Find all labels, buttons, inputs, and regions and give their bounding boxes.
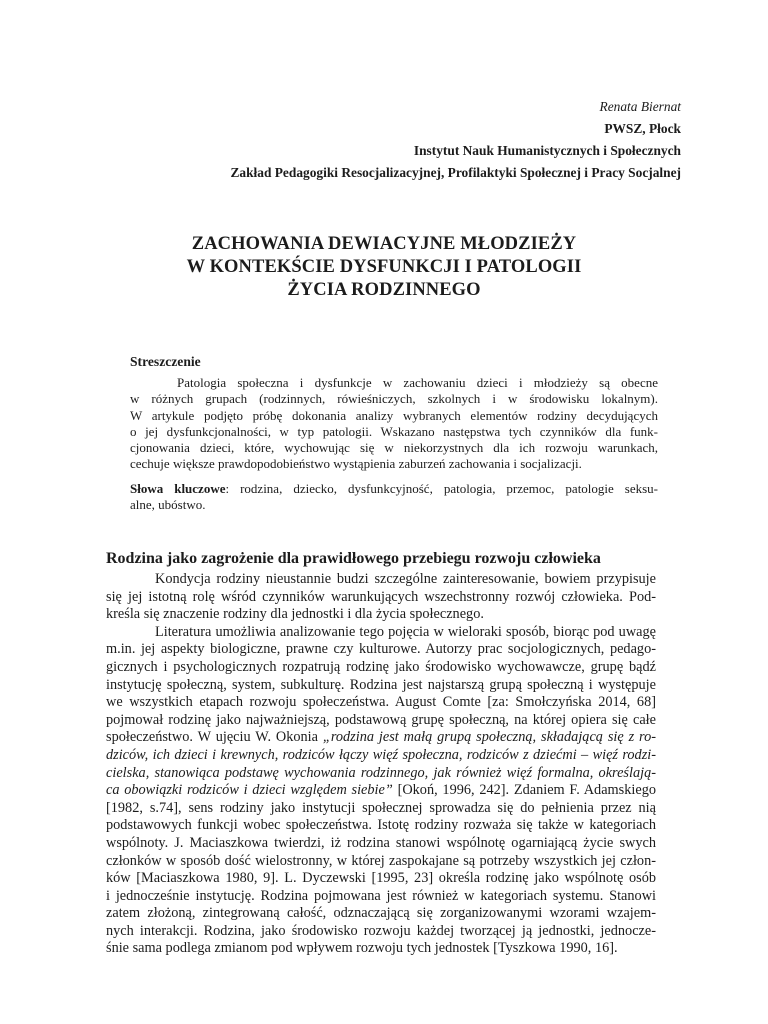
quote-line: dziców, ich dzieci i krewnych, rodziców łączy więź społeczna, rodziców z dziećmi – więź rodzi- <box>106 746 656 763</box>
author-university: PWSZ, Płock <box>604 121 681 136</box>
title-line: ZACHOWANIA DEWIACYJNE MŁODZIEŻY <box>191 234 577 254</box>
body-line: [1982, s.74], sens rodziny jako instytucji społecznej sprowadza się do pełnienia przez nią <box>106 799 656 816</box>
abstract-body <box>130 375 658 473</box>
body-line: Literatura umożliwia analizowanie tego pojęcia w wieloraki sposób, biorąc pod uwagę <box>155 623 656 640</box>
body-line: kreśla się znaczenie rodziny dla jednostki i dla życia społecznego. <box>106 606 484 623</box>
quote-text: ca obowiązki rodziców i dzieci względem siebie” <box>106 782 393 799</box>
body-line: śnie sama podlega zmianom pod wpływem rozwoju tych jednostek [Tyszkowa 1990, 16]. <box>106 940 618 957</box>
abstract-line: W artykule podjęto próbę dokonania analizy wybranych elementów rodziny decydujących <box>130 407 658 423</box>
body-line <box>106 729 656 747</box>
title-line: ŻYCIA RODZINNEGO <box>287 280 481 300</box>
keywords-label: Słowa kluczowe <box>130 481 226 496</box>
abstract-heading: Streszczenie <box>130 354 201 369</box>
body-line: wspólnoty. J. Maciaszkowa twierdzi, iż rodzina stanowi wspólnotę ogarniającą życie swych <box>106 834 656 851</box>
keywords-line <box>130 481 658 497</box>
author-name: Renata Biernat <box>599 99 681 114</box>
body-line: Kondycja rodziny nieustannie budzi szczególne zainteresowanie, bowiem przypisuje <box>155 571 656 587</box>
body-line: we wszystkich etapach rozwoju społeczeństwa. August Comte [za: Smołczyńska 2014, 68] <box>106 694 656 711</box>
abstract-line: Patologia społeczna i dysfunkcje w zachowaniu dzieci i młodzieży są obecne <box>177 375 658 390</box>
abstract-line: cjonowania dzieci, które, wychowując się w niekorzystnych dla ich rozwoju warunkach, <box>130 440 658 456</box>
quote-line: cielska, stanowiąca podstawę wychowania rodzinnego, jak również więź formalna, określają- <box>106 764 656 781</box>
body-line: zatem złożoną, zintegrowaną całość, odznaczającą się zorganizowanymi wzorami wzajem- <box>106 905 656 922</box>
section-heading: Rodzina jako zagrożenie dla prawidłowego przebiegu rozwoju człowieka <box>106 550 601 567</box>
keywords <box>130 481 658 514</box>
body-line: pojmował rodzinę jako najważniejszą, podstawową grupę społeczną, na której opiera się całe <box>106 711 656 728</box>
body-line: się jej istotną rolę wśród czynników warunkujących wszechstronny rozwój człowieka. Pod- <box>106 588 656 605</box>
keywords-line: alne, ubóstwo. <box>130 497 206 513</box>
body-line: instytucję społeczną, system, subkulturę. Rodzina jest najstarszą grupą społeczną i występuje <box>106 676 656 693</box>
body-line: gicznych i psychologicznych rozpatrują rodzinę jako środowisko wychowawcze, grupę bądź <box>106 658 656 675</box>
abstract-line: cechuje większe prawdopodobieństwo wystąpienia zaburzeń zachowania i socjalizacji. <box>130 456 582 472</box>
body-line <box>106 782 656 800</box>
abstract-line: w różnych grupach (rodzinnych, rówieśniczych, szkolnych i w środowisku lokalnym). <box>130 391 658 407</box>
body-line: członków w sposób dość wielostronny, w której zaspokajane są potrzeby wszystkich jej człon- <box>106 852 656 869</box>
title-line: W KONTEKŚCIE DYSFUNKCJI I PATOLOGII <box>186 257 582 277</box>
quote-text: „rodzina jest małą grupą społeczną, składającą się z ro- <box>322 729 656 746</box>
abstract-line: o jej dysfunkcjonalności, w typ patologii. Wskazano następstwa tych czynników dla funk- <box>130 423 658 439</box>
paper-title <box>0 233 768 302</box>
body-text: [Okoń, 1996, 242]. Zdaniem F. Adamskiego <box>392 782 656 799</box>
body-line: i jednocześnie instytucję. Rodzina pojmowana jest również w kategoriach systemu. Stanowi <box>106 887 656 904</box>
body-line: nych interakcji. Rodzina, jako środowisko rozwoju każdej tworzącej ją jednostki, jednocze- <box>106 922 656 939</box>
body-line: podstawowych funkcji wobec społeczeństwa. Istotę rodziny rozważa się także w kategoriach <box>106 817 656 834</box>
keywords-text: : rodzina, dziecko, dysfunkcyjność, patologia, przemoc, patologie seksu- <box>225 481 659 496</box>
author-department: Zakład Pedagogiki Resocjalizacyjnej, Profilaktyki Społecznej i Pracy Socjalnej <box>230 165 681 180</box>
author-institute: Instytut Nauk Humanistycznych i Społecznych <box>413 143 681 158</box>
body-line: ków [Maciaszkowa 1980, 9]. L. Dyczewski [1995, 23] określa rodzinę jako wspólnotę osób <box>106 870 656 887</box>
body-line: m.in. jej aspekty biologiczne, prawne czy kulturowe. Autorzy prac socjologicznych, pedago- <box>106 641 656 658</box>
section-body <box>106 571 656 958</box>
body-text: społeczeństwo. W ujęciu W. Okonia <box>106 729 323 746</box>
